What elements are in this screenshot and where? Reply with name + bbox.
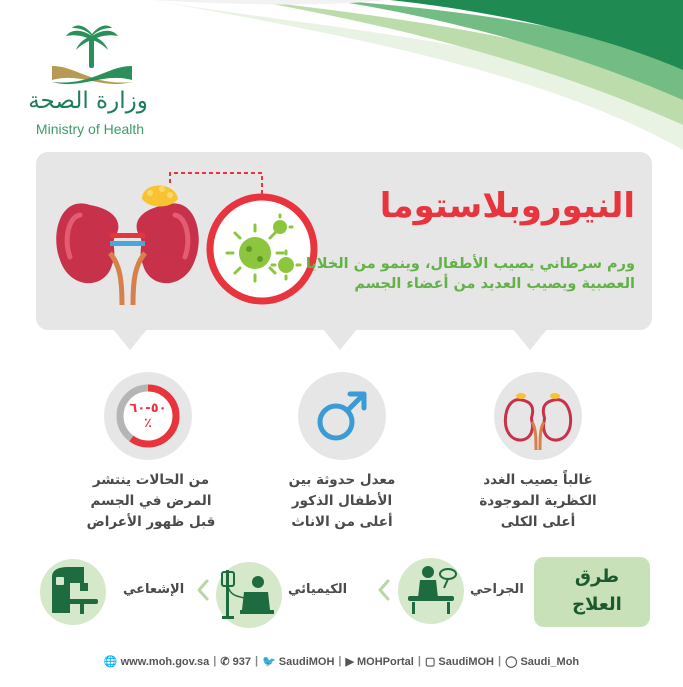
fact-male-text: معدل حدوثة بين الأطفال الذكور أعلى من الاناث <box>288 472 396 530</box>
treatment-surgery-circle <box>398 558 464 624</box>
treatment-chemo-circle <box>216 562 282 628</box>
chevron-left-icon <box>377 578 391 602</box>
treatment-radio-circle <box>40 559 106 625</box>
fact-adrenal-icon-circle <box>494 372 582 460</box>
treatment-chemo-label: الكيميائي <box>288 582 348 597</box>
footer-youtube[interactable]: ▶ MOHPortal <box>345 656 414 668</box>
description-line-2: العصبية ويصيب العديد من أعضاء الجسم <box>354 276 635 292</box>
kidney-left-icon <box>56 203 128 305</box>
logo-english-name: Ministry of Health <box>35 121 145 137</box>
panel-pointer-middle <box>322 328 358 350</box>
percentage-value: ٥٠-٦٠ <box>129 401 167 416</box>
adrenal-tumor-icon <box>142 186 178 207</box>
fact-percentage-circle <box>104 372 192 460</box>
fact-adrenal-text: غالباً يصيب الغدد الكظرية الموجودة أعلى الكلى <box>479 472 597 530</box>
disease-description <box>255 254 635 294</box>
footer-phone[interactable]: ✆ 937 <box>220 656 251 668</box>
footer-snapchat[interactable]: ◯ Saudi_Moh <box>505 656 580 668</box>
fact-spread-text: من الحالات ينتشر المرض في الجسم قبل ظهور الأعراض <box>86 472 216 530</box>
disease-title: النيوروبلاستوما <box>379 186 635 226</box>
kidney-right-icon <box>127 203 199 305</box>
treatment-heading: طرق العلاج <box>572 566 622 615</box>
contact-footer: 🌐 www.moh.gov.sa | ✆ 937 | 🐦 SaudiMOH | ▶ MOHPortal | ▢ SaudiMOH | ◯ Saudi_Moh <box>103 655 580 668</box>
panel-pointer-right <box>512 328 548 350</box>
percentage-label <box>104 372 192 460</box>
footer-instagram[interactable]: ▢ SaudiMOH <box>424 656 495 668</box>
male-symbol-icon <box>298 372 386 460</box>
treatment-radio-label: الإشعاعي <box>123 582 185 597</box>
treatment-surgery-label: الجراحي <box>470 582 524 597</box>
description-line-1: ورم سرطاني يصيب الأطفال، وينمو من الخلايا <box>305 256 635 272</box>
logo-arabic-name: وزارة الصحة <box>28 88 148 114</box>
panel-pointer-left <box>112 328 148 350</box>
footer-twitter[interactable]: 🐦 SaudiMOH <box>262 656 335 668</box>
kidneys-icon <box>494 372 582 460</box>
chevron-left-icon <box>196 578 210 602</box>
fact-male-icon-circle <box>298 372 386 460</box>
chemotherapy-icon <box>216 562 282 628</box>
percentage-sign: ٪ <box>144 416 152 431</box>
footer-website[interactable]: 🌐 www.moh.gov.sa <box>103 656 210 668</box>
surgery-icon <box>398 558 464 624</box>
radiotherapy-icon <box>40 559 106 625</box>
